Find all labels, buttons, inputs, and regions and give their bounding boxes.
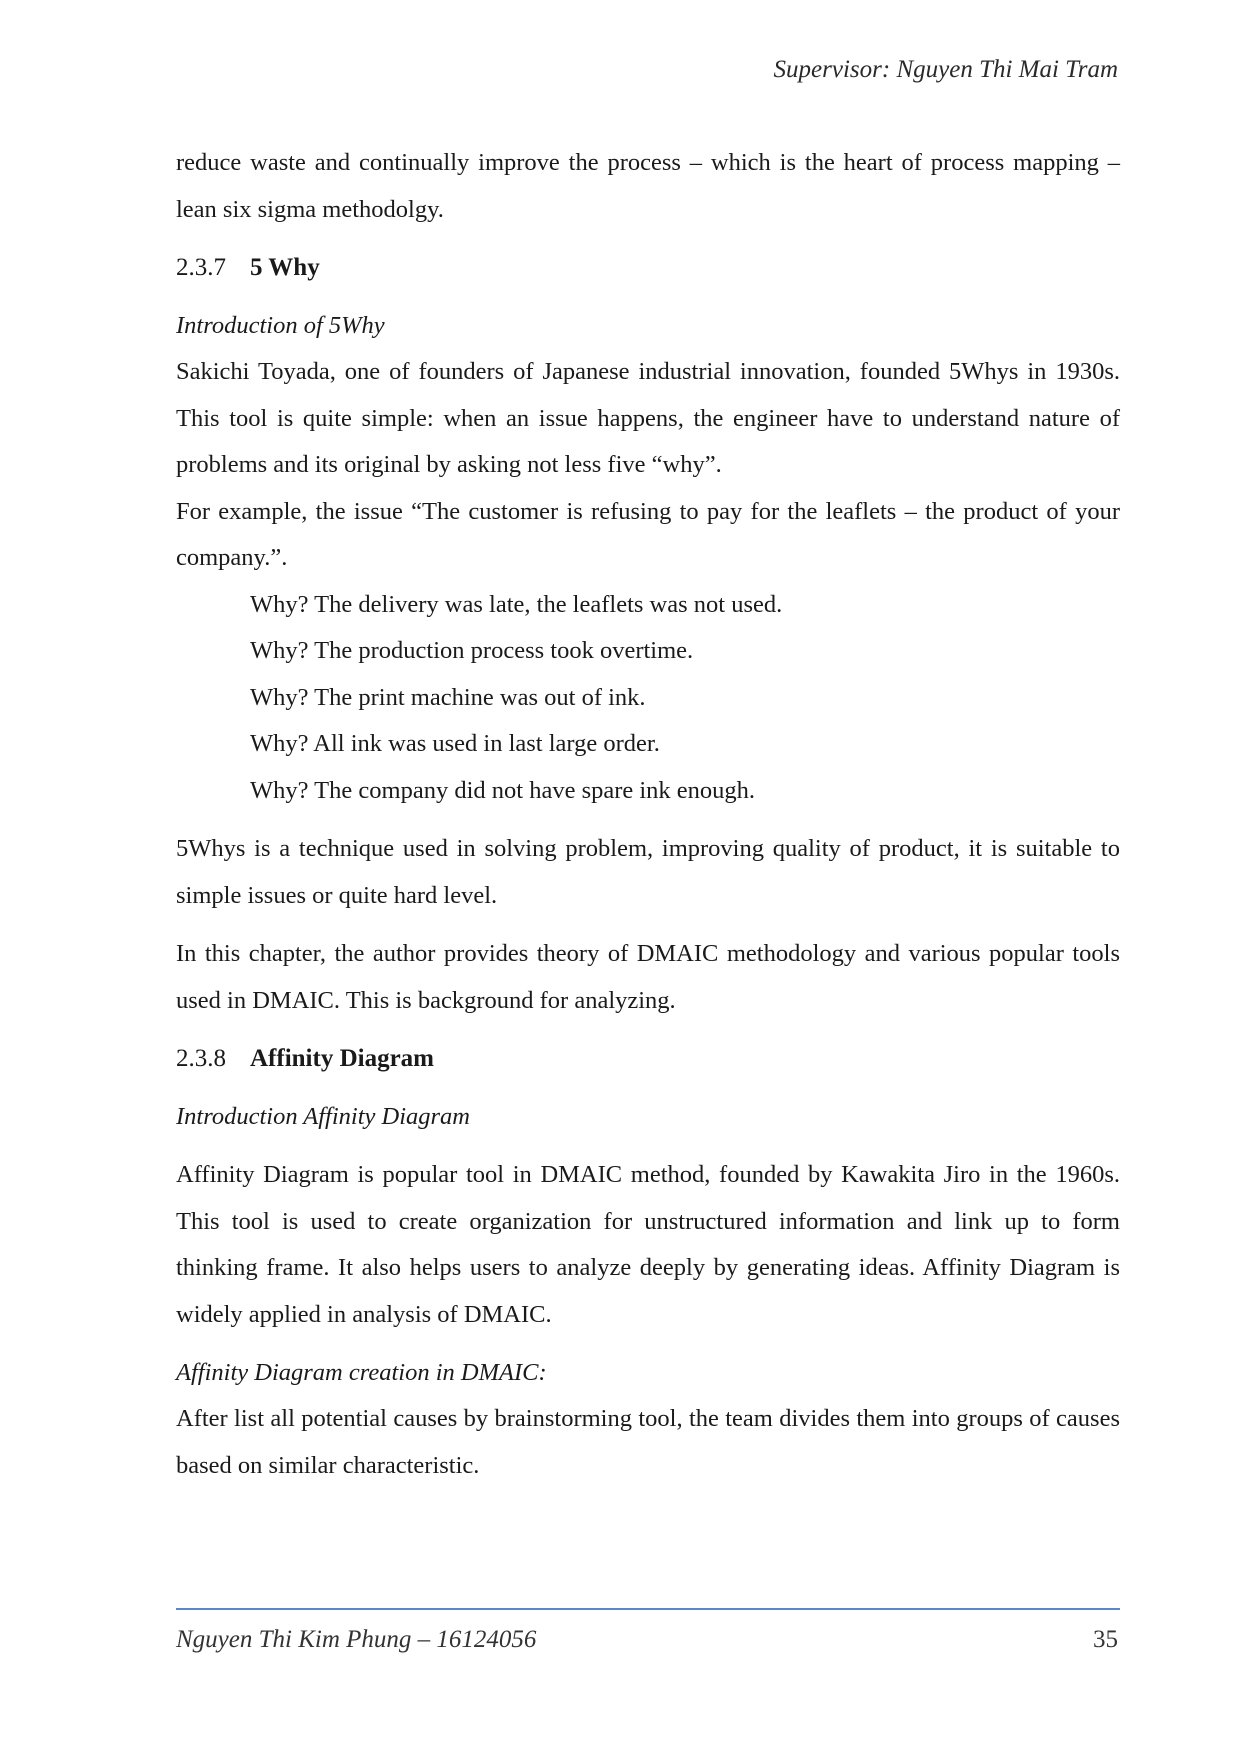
paragraph-affinity-creation: After list all potential causes by brainstorming tool, the team divides them into groups of causes based on similar characteristic.: [176, 1405, 1120, 1479]
section-heading-2-3-7: [176, 245, 1120, 291]
section-number: 2.3.8: [176, 1045, 226, 1072]
paragraph-5why-technique: 5Whys is a technique used in solving problem, improving quality of product, it is suitable to simple issues or quite hard level.: [176, 835, 1120, 909]
spacer: [176, 1082, 1120, 1094]
why-item: Why? The company did not have spare ink enough.: [250, 776, 756, 804]
why-list: [176, 582, 1120, 815]
footer-divider: [176, 1608, 1120, 1610]
spacer: [176, 291, 1120, 303]
page-content: [176, 140, 1120, 1489]
intro-paragraph: reduce waste and continually improve the process – which is the heart of process mapping – lean six sigma methodolgy.: [176, 149, 1120, 223]
page-number: 35: [1093, 1626, 1118, 1653]
paragraph-5why-example: For example, the issue “The customer is refusing to pay for the leaflets – the product of your company.”.: [176, 497, 1120, 571]
spacer: [176, 814, 1120, 826]
why-item: Why? The production process took overtime.: [250, 637, 694, 664]
subheading-affinity-creation: Affinity Diagram creation in DMAIC:: [176, 1359, 547, 1386]
subheading-intro-5why: Introduction of 5Why: [176, 312, 385, 339]
spacer: [176, 1338, 1120, 1350]
paragraph-affinity-intro: Affinity Diagram is popular tool in DMAIC method, founded by Kawakita Jiro in the 1960s. This tool is used to create organization for unstructured information and link up to form thinking frame. It also helps users to analyze deeply by generating ideas. Affinity Diagram is widely applied in analysis of DMAIC.: [176, 1161, 1120, 1328]
footer-author: Nguyen Thi Kim Phung – 16124056: [176, 1626, 537, 1653]
why-item: Why? All ink was used in last large order.: [250, 730, 660, 757]
page-header-supervisor: Supervisor: Nguyen Thi Mai Tram: [773, 56, 1118, 83]
section-number: 2.3.7: [176, 254, 226, 281]
section-title: Affinity Diagram: [250, 1045, 434, 1072]
spacer: [176, 1140, 1120, 1152]
paragraph-5why-origin: Sakichi Toyada, one of founders of Japanese industrial innovation, founded 5Whys in 1930s. This tool is quite simple: when an issue happens, the engineer have to understand nature of problems and its original by asking not less five “why”.: [176, 358, 1120, 478]
subheading-intro-affinity: Introduction Affinity Diagram: [176, 1103, 470, 1130]
spacer: [176, 919, 1120, 931]
why-item: Why? The print machine was out of ink.: [250, 683, 646, 711]
section-heading-2-3-8: [176, 1036, 1120, 1082]
why-item: Why? The delivery was late, the leaflets was not used.: [250, 590, 783, 618]
section-title: 5 Why: [250, 254, 320, 281]
spacer: [176, 1024, 1120, 1036]
spacer: [176, 233, 1120, 245]
paragraph-chapter-summary: In this chapter, the author provides theory of DMAIC methodology and various popular tools used in DMAIC. This is background for analyzing.: [176, 940, 1120, 1014]
